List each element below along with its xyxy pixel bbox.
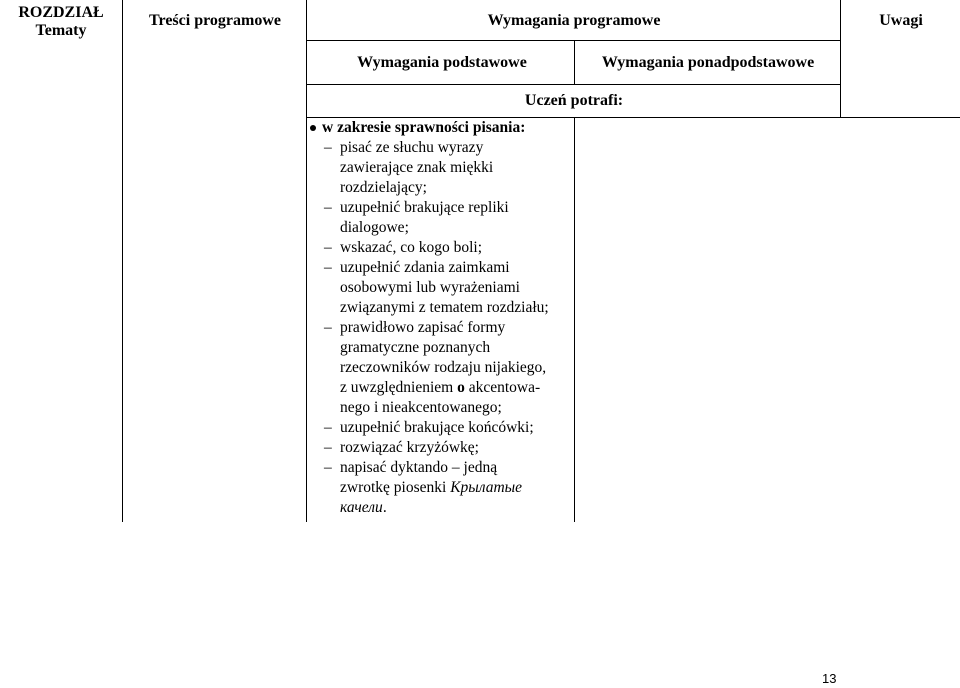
- list-item-text: Крылатые: [450, 479, 523, 496]
- list-item: [324, 418, 570, 438]
- grid-line: [840, 0, 841, 118]
- list-item: [324, 338, 570, 358]
- list-item-text: zwrotkę piosenki: [340, 479, 451, 496]
- header-rozdzial-line1: ROZDZIAŁ: [18, 4, 104, 21]
- list-item: [324, 298, 570, 318]
- list-item-text: uzupełnić brakujące repliki: [340, 199, 509, 216]
- list-item-text: rzeczowników rodzaju nijakiego,: [340, 359, 547, 376]
- section-title-text: w zakresie sprawności pisania:: [322, 119, 526, 136]
- dash-marker: –: [324, 239, 332, 256]
- list-item-text: akcentowa-: [464, 379, 541, 396]
- list-item: [324, 378, 570, 398]
- list-item: [324, 258, 570, 278]
- list-item: [324, 138, 570, 158]
- list-item-text: качели: [340, 499, 383, 516]
- list-item-text: pisać ze słuchu wyrazy: [340, 139, 484, 156]
- grid-line: [574, 40, 575, 84]
- header-ponadpodstawowe: Wymagania ponadpodstawowe: [601, 54, 815, 71]
- dash-marker: –: [324, 319, 332, 336]
- dash-marker: –: [324, 439, 332, 456]
- list-item-text: uzupełnić brakujące końcówki;: [340, 419, 534, 436]
- list-item-text: związanymi z tematem rozdziału;: [340, 299, 549, 316]
- list-item-text: osobowymi lub wyrażeniami: [340, 279, 520, 296]
- list-item: [324, 438, 570, 458]
- dash-marker: –: [324, 459, 332, 476]
- list-item: [324, 238, 570, 258]
- section-title: [308, 118, 570, 138]
- list-item-text: prawidłowo zapisać formy: [340, 319, 506, 336]
- list-item: [324, 498, 570, 518]
- header-rozdzial-line2: Tematy: [35, 22, 87, 39]
- header-podstawowe: Wymagania podstawowe: [357, 54, 527, 71]
- grid-line: [307, 40, 840, 41]
- grid-line: [122, 0, 123, 522]
- list-item-text: wskazać, co kogo boli;: [340, 239, 483, 256]
- header-rozdzial: [0, 4, 122, 40]
- bullet-icon: [310, 125, 316, 131]
- list-item: [324, 198, 570, 218]
- requirements-list: [308, 138, 570, 518]
- dash-marker: –: [324, 419, 332, 436]
- list-item: [324, 478, 570, 498]
- requirements-content: [308, 118, 570, 518]
- list-item: [324, 178, 570, 198]
- list-item: [324, 398, 570, 418]
- list-item-text: nego i nieakcentowanego;: [340, 399, 502, 416]
- dash-marker: –: [324, 139, 332, 156]
- list-item-text: rozdzielający;: [340, 179, 427, 196]
- list-item-text: gramatyczne poznanych: [340, 339, 491, 356]
- list-item: [324, 318, 570, 338]
- list-item-text: o: [457, 379, 465, 396]
- dash-marker: –: [324, 199, 332, 216]
- header-tresci: Treści programowe: [149, 12, 281, 29]
- header-wymagania: Wymagania programowe: [487, 12, 661, 29]
- list-item: [324, 278, 570, 298]
- grid-line: [574, 118, 575, 522]
- uczen-potrafi: Uczeń potrafi:: [524, 92, 624, 109]
- list-item-text: uzupełnić zdania zaimkami: [340, 259, 510, 276]
- list-item: [324, 458, 570, 478]
- header-uwagi: Uwagi: [879, 12, 923, 29]
- grid-line: [306, 0, 307, 522]
- list-item-text: dialogowe;: [340, 219, 409, 236]
- dash-marker: –: [324, 259, 332, 276]
- list-item-text: .: [382, 499, 387, 516]
- grid-line: [307, 84, 840, 85]
- page-number: 13: [822, 671, 837, 686]
- list-item: [324, 158, 570, 178]
- list-item: [324, 358, 570, 378]
- list-item-text: zawierające znak miękki: [340, 159, 494, 176]
- list-item-text: rozwiązać krzyżówkę;: [340, 439, 479, 456]
- list-item-text: napisać dyktando – jedną: [340, 459, 498, 476]
- list-item: [324, 218, 570, 238]
- list-item-text: z uwzględnieniem: [340, 379, 458, 396]
